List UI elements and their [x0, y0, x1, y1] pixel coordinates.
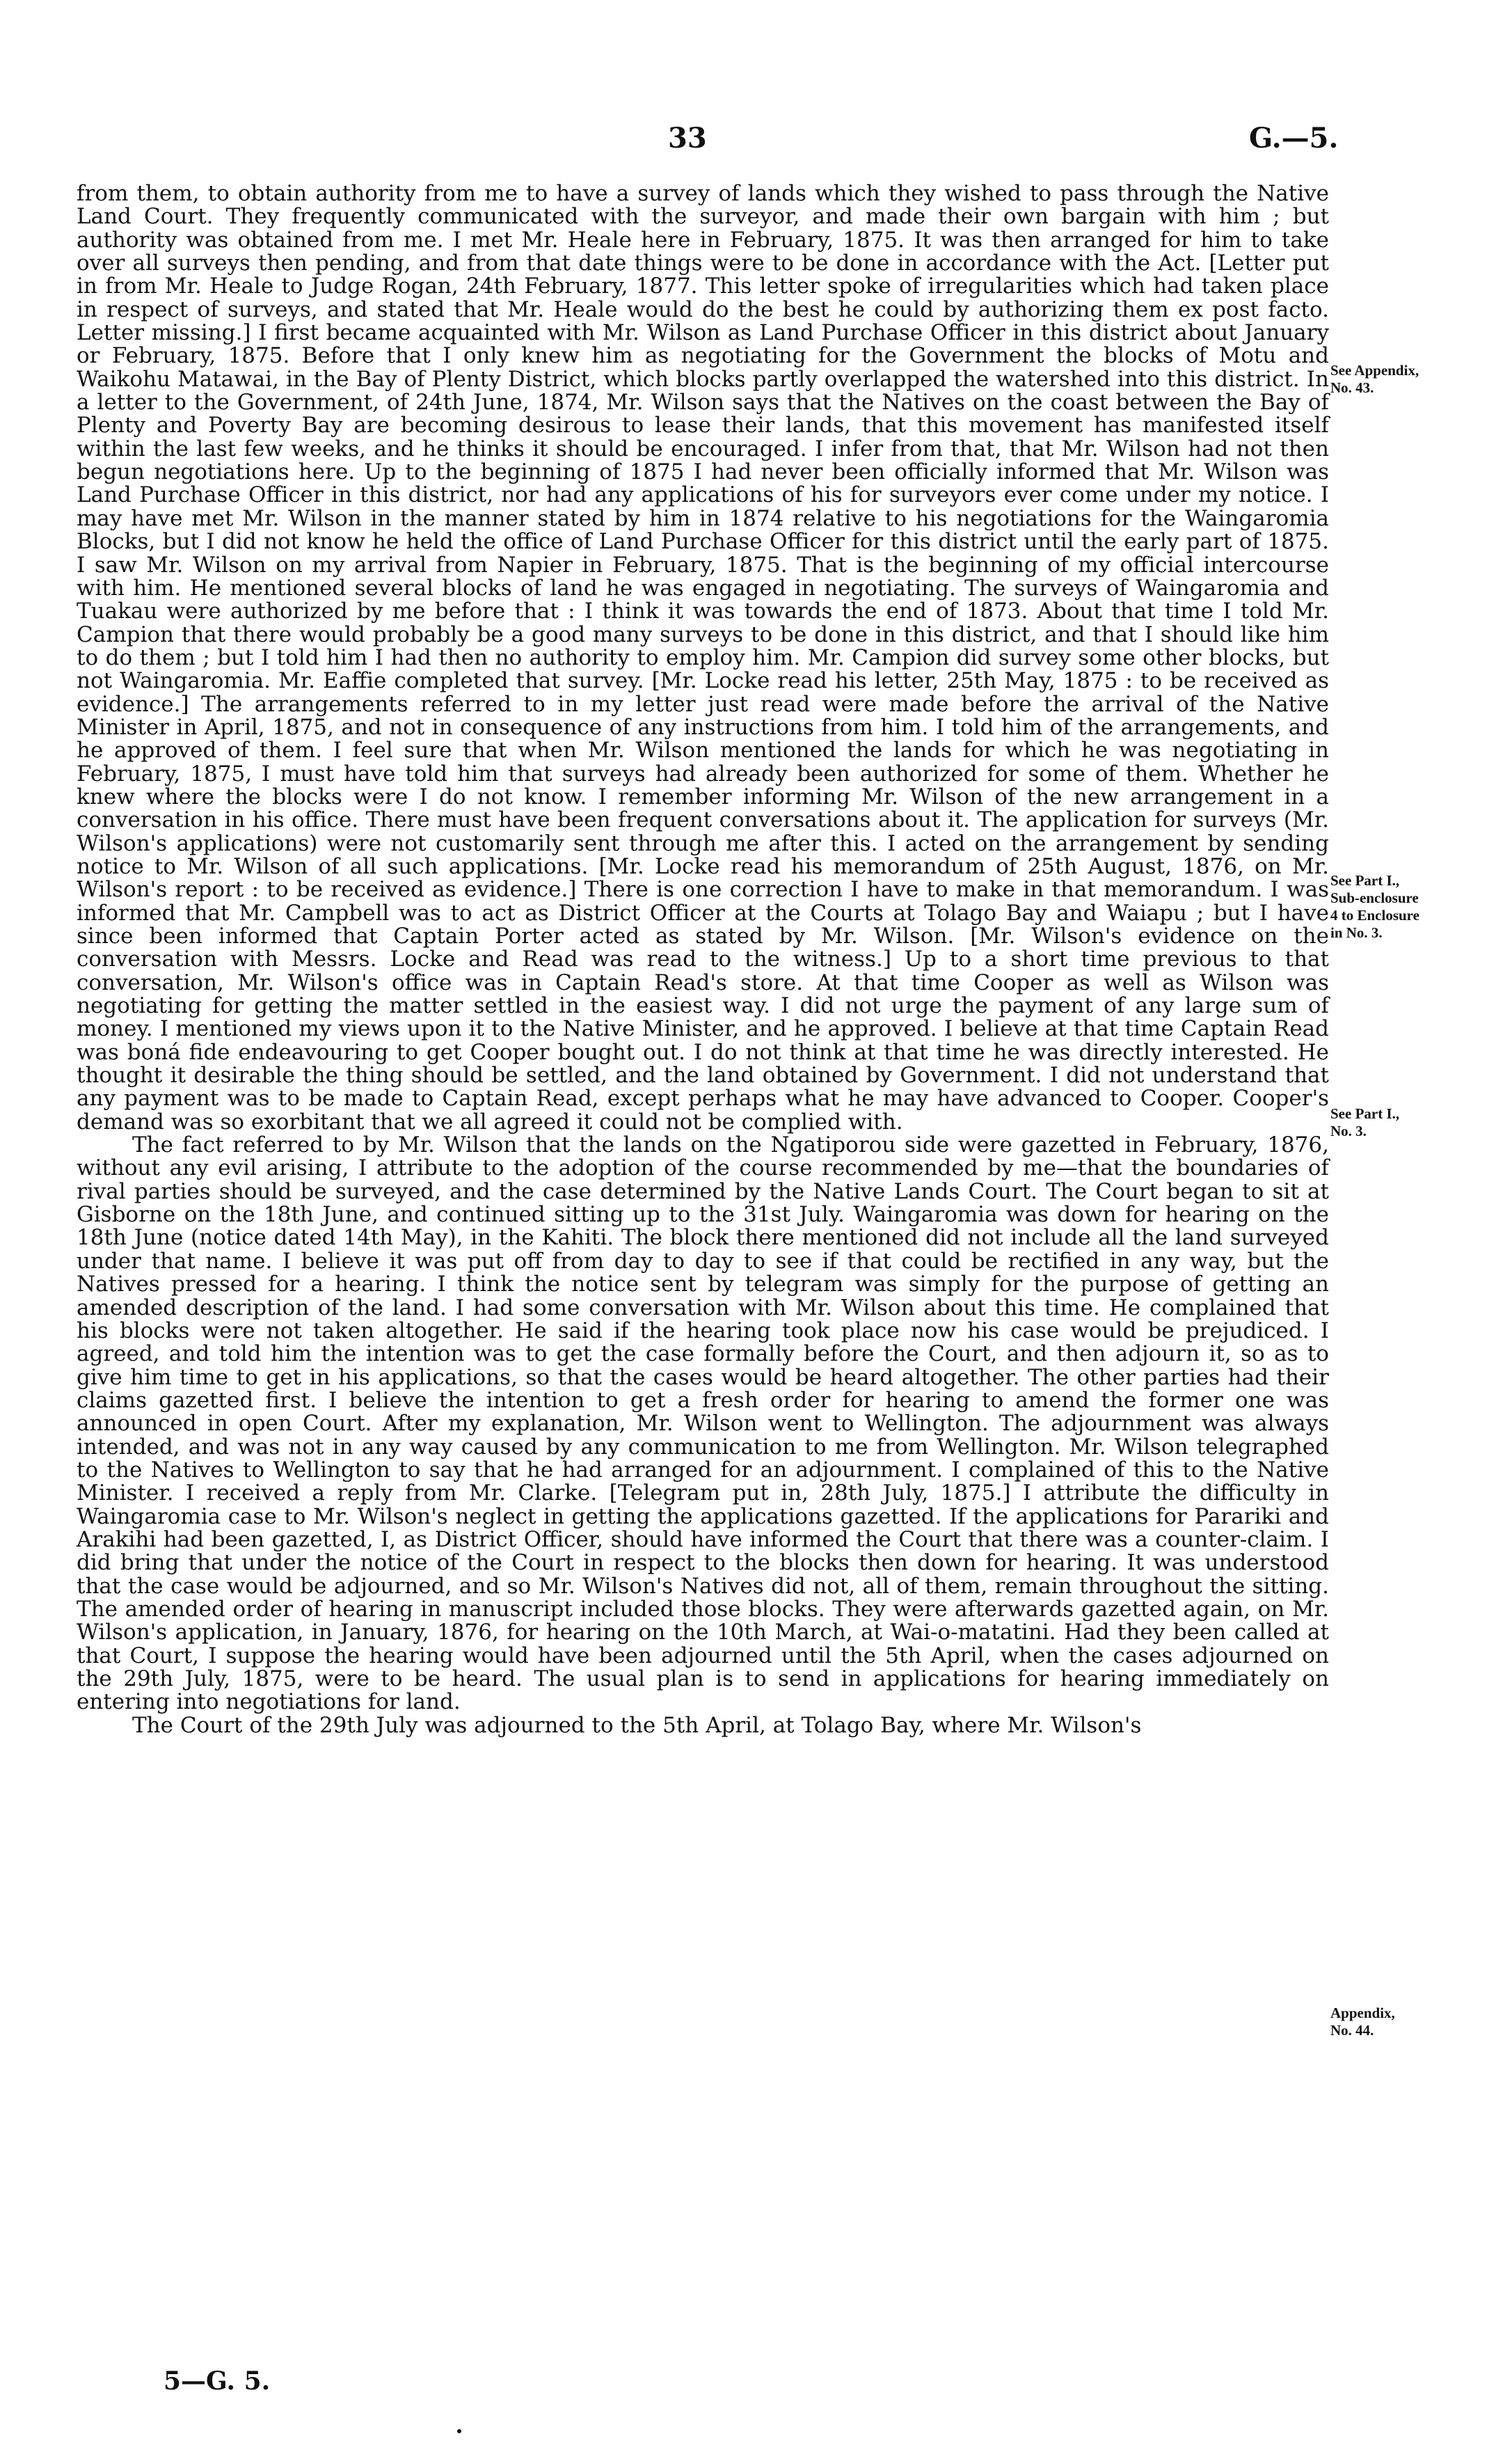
- paragraph-3: The Court of the 29th July was adjourned to the 5th April, at Tolago Bay, where Mr. Wilson's: [132, 1712, 1142, 1738]
- margin-note-line: See Part I.,: [1330, 872, 1400, 889]
- margin-note-line: No. 43.: [1330, 379, 1374, 396]
- document-reference: G.—5.: [1249, 122, 1339, 155]
- margin-note-line: No. 44.: [1330, 2022, 1374, 2039]
- footer-dot: [457, 2429, 461, 2433]
- margin-note-line: 4 to Enclosure: [1330, 907, 1419, 924]
- margin-note-appendix-43: [1330, 362, 1504, 397]
- paragraph-1: from them, to obtain authority from me to have a survey of lands which they wished to pass through the Native Land Court. They frequently communicated with the surveyor, and made their own bargain with him ; but authority was obtained from me. I met Mr. Heale here in February, 1875. It was then arranged for him to take over all surveys then pending, and from that date things were to be done in accordance with the Act. [Letter put in from Mr. Heale to Judge Rogan, 24th February, 1877. This letter spoke of irregularities which had taken place in respect of surveys, and stated that Mr. Heale would do the best he could by authorizing them ex post facto. Letter missing.] I first became acquainted with Mr. Wilson as Land Purchase Officer in this district about January or February, 1875. Before that I only knew him as negotiating for the Government the blocks of Motu and Waikohu Matawai, in the Bay of Plenty District, which blocks partly overlapped the watershed into this district. In a letter to the Government, of 24th June, 1874, Mr. Wilson says that the Natives on the coast between the Bay of Plenty and Poverty Bay are becoming desirous to lease their lands, that this movement has manifested itself within the last few weeks, and he thinks it should be encouraged. I infer from that, that Mr. Wilson had not then begun negotiations here. Up to the beginning of 1875 I had never been officially informed that Mr. Wilson was Land Purchase Officer in this district, nor had any applications of his for surveyors ever come under my notice. I may have met Mr. Wilson in the manner stated by him in 1874 relative to his negotiations for the Waingaromia Blocks, but I did not know he held the office of Land Purchase Officer for this district until the early part of 1875. I saw Mr. Wilson on my arrival from Napier in February, 1875. That is the beginning of my official intercourse with him. He mentioned several blocks of land he was engaged in negotiating. The surveys of Waingaromia and Tuakau were authorized by me before that : I think it was towards the end of 1873. About that time I told Mr. Campion that there would probably be a good many surveys to be done in this district, and that I should like him to do them ; but I told him I had then no authority to employ him. Mr. Campion did survey some other blocks, but not Waingaromia. Mr. Eaffie completed that survey. [Mr. Locke read his letter, 25th May, 1875 : to be received as evidence.] The arrangements referred to in my letter just read were made before the arrival of the Native Minister in April, 1875, and not in consequence of any instructions from him. I told him of the arrangements, and he approved of them. I feel sure that when Mr. Wilson mentioned the lands for which he was negotiating in February, 1875, I must have told him that surveys had already been authorized for some of them. Whether he knew where the blocks were I do not know. I remember informing Mr. Wilson of the new arrangement in a conversation in his office. There must have been frequent conversations about it. The application for surveys (Mr. Wilson's applications) were not customarily sent through me after this. I acted on the arrangement by sending notice to Mr. Wilson of all such applications. [Mr. Locke read his memorandum of 25th August, 1876, on Mr. Wilson's report : to be received as evidence.] There is one correction I have to make in that memorandum. I was informed that Mr. Campbell was to act as District Officer at the Courts at Tolago Bay and Waiapu ; but I have since been informed that Captain Porter acted as stated by Mr. Wilson. [Mr. Wilson's evidence on the conversation with Messrs. Locke and Read was read to the witness.] Up to a short time previous to that conversation, Mr. Wilson's office was in Captain Read's store. At that time Cooper as well as Wilson was negotiating for getting the matter settled in the easiest way. I did not urge the payment of any large sum of money. I mentioned my views upon it to the Native Minister, and he approved. I believe at that time Captain Read was boná fide endeavouring to get Cooper bought out. I do not think at that time he was directly interested. He thought it desirable the thing should be settled, and the land obtained by Government. I did not understand that any payment was to be made to Captain Read, except perhaps what he may have advanced to Cooper. Cooper's demand was so exorbitant that we all agreed it could not be complied with.: [77, 181, 1329, 1135]
- margin-note-line: See Part I.,: [1330, 1105, 1400, 1122]
- page-number: 33: [668, 122, 707, 155]
- body-text: [77, 182, 1329, 1737]
- margin-note-appendix-44: [1330, 2005, 1504, 2039]
- margin-note-line: Sub-enclosure: [1330, 890, 1419, 906]
- margin-note-line: No. 3.: [1330, 1123, 1367, 1139]
- paragraph-2: The fact referred to by Mr. Wilson that the lands on the Ngatiporou side were gazetted in February, 1876, without any evil arising, I attribute to the adoption of the course recommended by me—that the boundaries of rival parties should be surveyed, and the case determined by the Native Lands Court. The Court began to sit at Gisborne on the 18th June, and continued sitting up to the 31st July. Waingaromia was down for hearing on the 18th June (notice dated 14th May), in the Kahiti. The block there mentioned did not include all the land surveyed under that name. I believe it was put off from day to day to see if that could be rectified in any way, but the Natives pressed for a hearing. I think the notice sent by telegram was simply for the purpose of getting an amended description of the land. I had some conversation with Mr. Wilson about this time. He complained that his blocks were not taken altogether. He said if the hearing took place now his case would be prejudiced. I agreed, and told him the intention was to get the case formally before the Court, and then adjourn it, so as to give him time to get in his applications, so that the cases would be heard altogether. The other parties had their claims gazetted first. I believe the intention to get a fresh order for hearing to amend the former one was announced in open Court. After my explanation, Mr. Wilson went to Wellington. The adjournment was always intended, and was not in any way caused by any communication to me from Wellington. Mr. Wilson telegraphed to the Natives to Wellington to say that he had arranged for an adjournment. I complained of this to the Native Minister. I received a reply from Mr. Clarke. [Telegram put in, 28th July, 1875.] I attribute the difficulty in Waingaromia case to Mr. Wilson's neglect in getting the applications gazetted. If the applications for Parariki and Arakihi had been gazetted, I, as District Officer, should have informed the Court that there was a counter-claim. I did bring that under the notice of the Court in respect to the blocks then down for hearing. It was understood that the case would be adjourned, and so Mr. Wilson's Natives did not, all of them, remain throughout the sitting. The amended order of hearing in manuscript included those blocks. They were afterwards gazetted again, on Mr. Wilson's application, in January, 1876, for hearing on the 10th March, at Wai-o-matatini. Had they been called at that Court, I suppose the hearing would have been adjourned until the 5th April, when the cases adjourned on the 29th July, 1875, were to be heard. The usual plan is to send in applications for hearing immediately on entering into negotiations for land.: [77, 1132, 1329, 1715]
- page-signature-mark: 5—G. 5.: [164, 2366, 271, 2396]
- margin-note-part-1-sub-enclosure: [1330, 872, 1504, 942]
- margin-note-line: Appendix,: [1330, 2005, 1395, 2021]
- margin-note-line: See Appendix,: [1330, 362, 1419, 379]
- margin-note-line: in No. 3.: [1330, 924, 1383, 941]
- margin-note-part-1-no-3: [1330, 1105, 1504, 1140]
